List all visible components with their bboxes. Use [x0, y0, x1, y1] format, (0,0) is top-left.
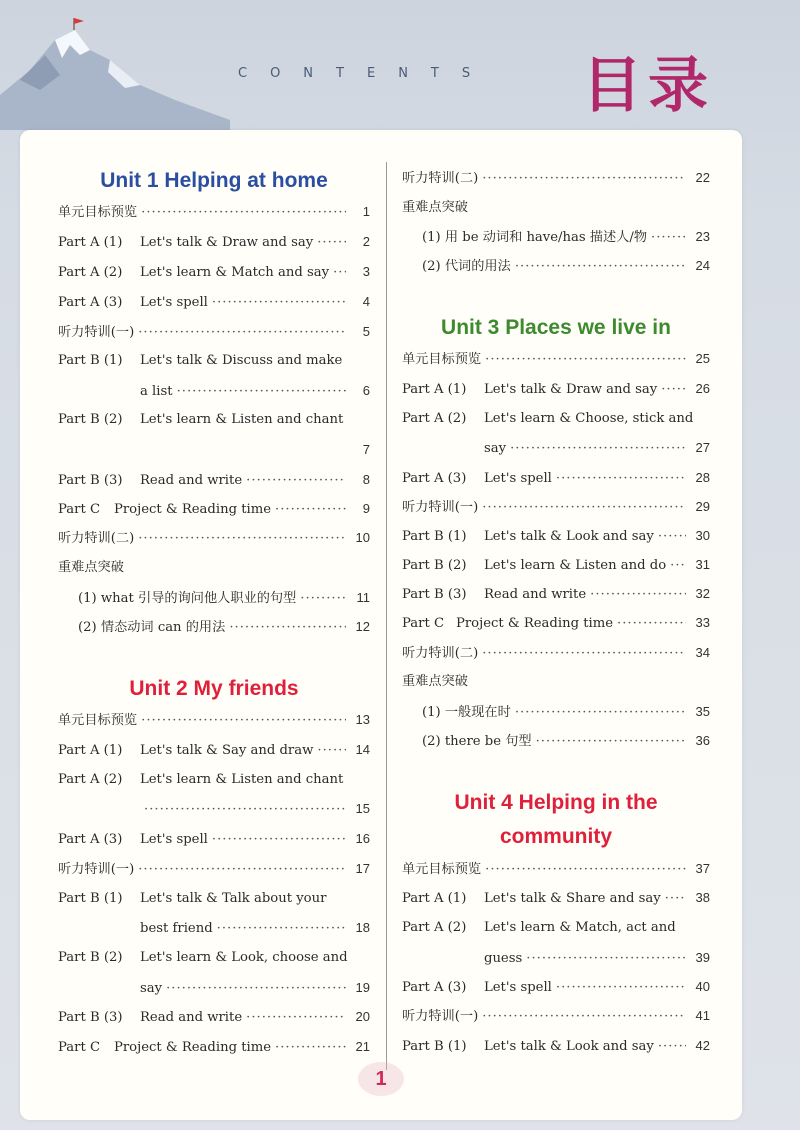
toc-entry[interactable]: Part A (3) Let's spell ····· 4: [58, 290, 370, 314]
toc-entry[interactable]: Part B (2) Let's learn & Look, choose and: [58, 950, 348, 965]
unit-4-heading: Unit 4 Helping in the: [454, 791, 658, 814]
toc-entry-continued[interactable]: guess ····· 39: [402, 946, 710, 970]
toc-entry[interactable]: Part B (3) Read and write ····· 8: [58, 468, 370, 492]
toc-entry-continued[interactable]: best friend ····· 18: [58, 916, 370, 940]
unit-4-heading-line2: community: [499, 825, 612, 848]
toc-entry[interactable]: 听力特训(二) ····· 22: [402, 166, 710, 190]
toc-entry[interactable]: (2) 代词的用法 ····· 24: [402, 254, 710, 278]
contents-label: CONTENTS: [238, 66, 494, 81]
toc-entry[interactable]: Part B (3) Read and write ····· 20: [58, 1005, 370, 1029]
toc-entry[interactable]: Part A (1) Let's talk & Draw and say ····· 26: [402, 377, 710, 401]
toc-entry[interactable]: 听力特训(二) ····· 10: [58, 526, 370, 550]
toc-entry[interactable]: Part A (2) Let's learn & Choose, stick and: [402, 411, 694, 426]
toc-entry[interactable]: Part A (3) Let's spell ····· 28: [402, 466, 710, 490]
toc-entry-continued[interactable]: say ····· 27: [402, 436, 710, 460]
toc-entry[interactable]: Part C Project & Reading time ····· 33: [402, 611, 710, 635]
page-title: 目录: [582, 51, 714, 121]
toc-entry[interactable]: (1) 一般现在时 ····· 35: [402, 700, 710, 724]
toc-section-heading: 重难点突破: [402, 200, 468, 215]
toc-entry[interactable]: Part A (1) Let's talk & Say and draw ····· 14: [58, 738, 370, 762]
unit-3-heading: Unit 3 Places we live in: [441, 316, 671, 339]
toc-entry[interactable]: Part A (2) Let's learn & Match and say ····· 3: [58, 260, 370, 284]
toc-entry[interactable]: Part A (3) Let's spell ····· 40: [402, 975, 710, 999]
toc-entry[interactable]: Part A (2) Let's learn & Match, act and: [402, 920, 676, 935]
toc-entry[interactable]: 听力特训(一) ····· 41: [402, 1004, 710, 1028]
toc-entry[interactable]: (2) there be 句型 ····· 36: [402, 729, 710, 753]
toc-entry-continued[interactable]: a list ····· 6: [58, 379, 370, 403]
toc-entry-continued[interactable]: ····· 15: [58, 797, 370, 821]
toc-entry[interactable]: 听力特训(一) ····· 5: [58, 320, 370, 344]
mountain-illustration: [0, 0, 230, 130]
toc-entry[interactable]: Part A (1) Let's talk & Share and say ····· 38: [402, 886, 710, 910]
toc-entry[interactable]: Part B (3) Read and write ····· 32: [402, 582, 710, 606]
unit-1-heading: Unit 1 Helping at home: [100, 169, 328, 192]
toc-entry[interactable]: Part B (1) Let's talk & Look and say ····· 42: [402, 1034, 710, 1058]
page-number: 1: [375, 1068, 387, 1090]
toc-entry[interactable]: 听力特训(二) ····· 34: [402, 641, 710, 665]
toc-entry[interactable]: Part C Project & Reading time ····· 21: [58, 1035, 370, 1059]
toc-entry[interactable]: Part B (2) Let's learn & Listen and chant: [58, 412, 344, 427]
toc-entry[interactable]: Part C Project & Reading time ····· 9: [58, 497, 370, 521]
toc-entry[interactable]: 单元目标预览 ····· 13: [58, 708, 370, 732]
toc-entry[interactable]: Part A (1) Let's talk & Draw and say ····· 2: [58, 230, 370, 254]
toc-entry[interactable]: 听力特训(一) ····· 17: [58, 857, 370, 881]
toc-entry[interactable]: Part B (2) Let's learn & Listen and do ····· 31: [402, 553, 710, 577]
toc-entry[interactable]: (2) 情态动词 can 的用法 ····· 12: [58, 615, 370, 639]
toc-entry[interactable]: 单元目标预览 ····· 25: [402, 347, 710, 371]
toc-section-heading: 重难点突破: [58, 560, 124, 575]
toc-entry-continued[interactable]: 7: [362, 442, 370, 457]
toc-entry[interactable]: Part B (1) Let's talk & Talk about your: [58, 891, 327, 906]
toc-entry[interactable]: 单元目标预览 ····· 37: [402, 857, 710, 881]
toc-entry[interactable]: Part B (1) Let's talk & Look and say ····· 30: [402, 524, 710, 548]
column-divider: [386, 162, 387, 1070]
toc-entry[interactable]: (1) 用 be 动词和 have/has 描述人/物 ····· 23: [402, 225, 710, 249]
toc-entry[interactable]: 听力特训(一) ····· 29: [402, 495, 710, 519]
toc-entry[interactable]: Part B (1) Let's talk & Discuss and make: [58, 353, 343, 368]
unit-2-heading: Unit 2 My friends: [129, 677, 299, 700]
toc-entry[interactable]: Part A (2) Let's learn & Listen and chant: [58, 772, 344, 787]
toc-section-heading: 重难点突破: [402, 674, 468, 689]
toc-entry[interactable]: 单元目标预览 ····· 1: [58, 200, 370, 224]
toc-entry[interactable]: (1) what 引导的询问他人职业的句型 ····· 11: [58, 586, 370, 610]
toc-entry[interactable]: Part A (3) Let's spell ····· 16: [58, 827, 370, 851]
toc-entry-continued[interactable]: say ····· 19: [58, 976, 370, 1000]
